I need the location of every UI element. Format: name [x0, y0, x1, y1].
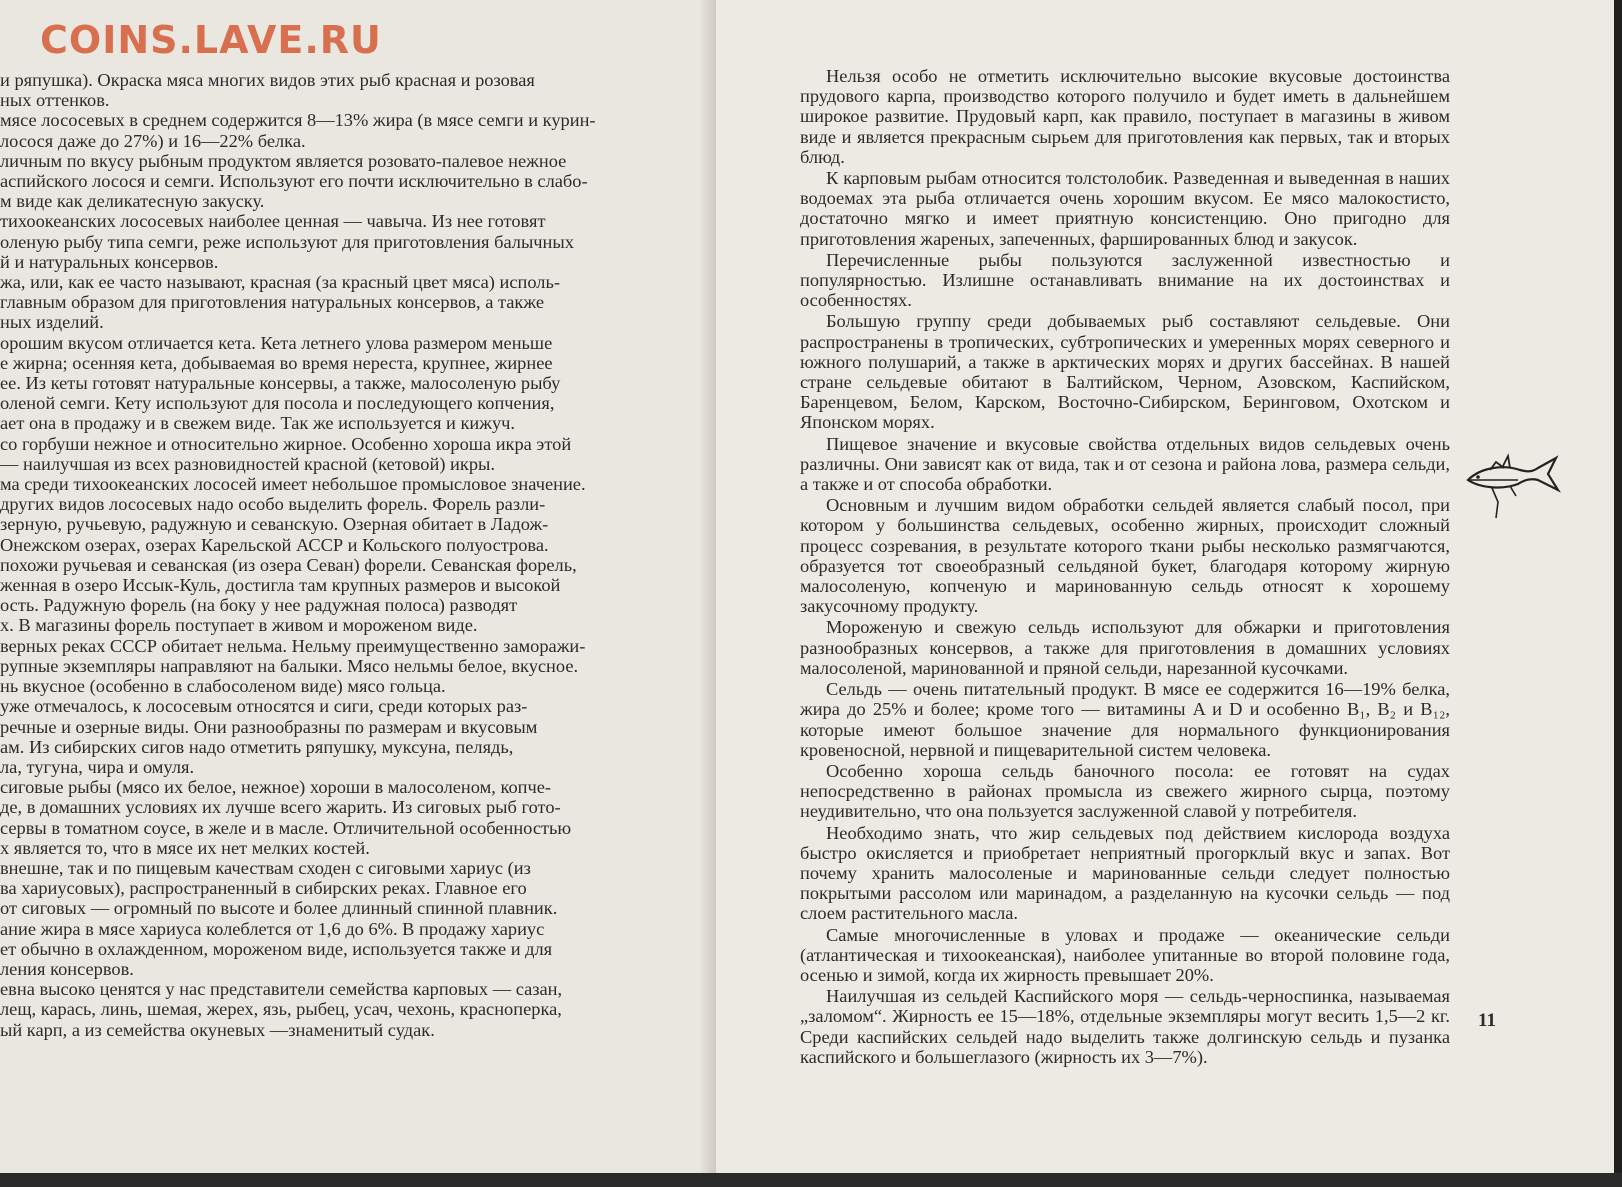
text-line: м виде как деликатесную закуску.: [0, 191, 265, 212]
text-line: е жирна; осенняя кета, добываемая во время нереста, крупнее, жирнее: [0, 352, 553, 373]
text-line: ее. Из кеты готовят натуральные консервы, а также, малосоленую рыбу: [0, 373, 561, 394]
text-line: нь вкусное (особенно в слабосоленом виде) мясо гольца.: [0, 676, 446, 697]
text-line: ает она в продажу и в свежем виде. Так же используется и кижуч.: [0, 413, 515, 434]
text-line: й и натуральных консервов.: [0, 251, 219, 272]
paragraph: Перечисленные рыбы пользуются заслуженной известностью и популярностью. Излишне останавливать внимание на их достоинствах и особенностях.: [800, 249, 1450, 311]
text-line: и ряпушка). Окраска мяса многих видов этих рыб красная и розовая: [0, 70, 535, 90]
text-line: ных оттенков.: [0, 90, 110, 111]
text-line: ам. Из сибирских сигов надо отметить ряпушку, муксуна, пелядь,: [0, 736, 514, 757]
scan-edge: [1614, 0, 1622, 1187]
text-line: Онежском озерах, озерах Карельской АССР и Кольского полуострова.: [0, 534, 549, 555]
text-line: оленую рыбу типа семги, реже используют для приготовления балычных: [0, 231, 574, 252]
text-line: ет обычно в охлажденном, мороженом виде, используется также и для: [0, 938, 553, 959]
text-line: ва хариусовых), распространенный в сибирских реках. Главное его: [0, 878, 527, 899]
text-line: женная в озеро Иссык-Куль, достигла там крупных размеров и высокой: [0, 575, 561, 596]
scan-bottom-band: [0, 1173, 1622, 1187]
text-line: ных изделий.: [0, 312, 104, 333]
paragraph: Пищевое значение и вкусовые свойства отдельных видов сельдевых очень различны. Они зависят как от вида, так и от сезона и района лова, размера сельди, а также и от способа обработки.: [800, 433, 1450, 495]
text-line: верных реках СССР обитает нельма. Нельму преимущественно заморажи-: [0, 635, 586, 656]
text-line: лосося даже до 27%) и 16—22% белка.: [0, 130, 306, 151]
text-line: аспийского лосося и семги. Используют его почти исключительно в слабо-: [0, 171, 588, 192]
text-line: х. В магазины форель поступает в живом и мороженом виде.: [0, 615, 478, 636]
paragraph: Нельзя особо не отметить исключительно высокие вкусовые достоинства прудового карпа, производство которого получило и будет иметь в дальнейшем широкое развитие. Прудовый карп, как правило, поступает в магазины в живом виде и является прекрасным сырьем для приготовления как первых, так и вторых блюд.: [800, 66, 1450, 167]
left-page-text: [0, 70, 640, 1040]
paragraph: Основным и лучшим видом обработки сельдей является слабый посол, при котором у большинства сельдевых, особенно жирных, происходит сложный процесс созревания, в результате которого ткани рыбы несколько размягчаются, образуется тот своеобразный сельдяной букет, благодаря которому жирную малосоленую, копченую и маринованную сельдь относят к хорошему закусочному продукту.: [800, 495, 1450, 617]
text-line: со горбуши нежное и относительно жирное. Особенно хороша икра этой: [0, 433, 572, 454]
text-line: евна высоко ценятся у нас представители семейства карповых — сазан,: [0, 979, 563, 1000]
text-line: похожи ручьевая и севанская (из озера Севан) форели. Севанская форель,: [0, 554, 577, 575]
text-line: х является то, что в мясе их нет мелких костей.: [0, 837, 370, 858]
text-line: ый карп, а из семейства окуневых —знаменитый судак.: [0, 1019, 435, 1040]
text-line: внешне, так и по пищевым качествам сходен с сиговыми хариус (из: [0, 857, 531, 878]
text-line: от сиговых — огромный по высоте и более длинный спинной плавник.: [0, 898, 558, 919]
text-line: лещ, карась, линь, шемая, жерех, язь, рыбец, усач, чехонь, красноперка,: [0, 999, 562, 1020]
text-line: ма среди тихоокеанских лососей имеет небольшое промысловое значение.: [0, 474, 586, 495]
fish-icon: [1462, 450, 1562, 520]
paragraph: Большую группу среди добываемых рыб составляют сельдевые. Они распространены в тропических, субтропических и умеренных морях северного и южного полушарий, а также в арктических морях и других бассейнах. В нашей стране сельдевые обитают в Балтийском, Черном, Азовском, Каспийском, Баренцевом, Белом, Карском, Восточно-Сибирском, Беринговом, Охотском и Японском морях.: [800, 311, 1450, 433]
text-line: ание жира в мясе хариуса колеблется от 1,6 до 6%. В продажу хариус: [0, 918, 545, 939]
paragraph: К карповым рыбам относится толстолобик. Разведенная и выведенная в наших водоемах эта рыба отличается очень хорошим вкусом. Ее мясо малокостисто, достаточно мягко и имеет приятную консистенцию. Оно пригодно для приготовления жареных, запеченных, фаршированных блюд и закусок.: [800, 168, 1450, 249]
text-line: других видов лососевых надо особо выделить форель. Форель разли-: [0, 494, 546, 515]
text-line: оленой семги. Кету используют для посола и последующего копчения,: [0, 393, 555, 414]
text-line: де, в домашних условиях их лучше всего жарить. Из сиговых рыб гото-: [0, 797, 561, 818]
paragraph: Самые многочисленные в уловах и продаже — океанические сельди (атлантическая и тихоокеанская), наиболее упитанные во второй половине года, осенью и зимой, когда их жирность превышает 20%.: [800, 924, 1450, 985]
paragraph: Особенно хороша сельдь баночного посола: ее готовят на судах непосредственно в районах промысла из свежего жирного сырца, поэтому неудивительно, что она пользуется заслуженной славой у потребителя.: [800, 760, 1450, 822]
left-page: [0, 0, 716, 1187]
text-line: жа, или, как ее часто называют, красная (за красный цвет мяса) исполь-: [0, 272, 560, 293]
text-line: ость. Радужную форель (на боку у нее радужная полоса) разводят: [0, 595, 518, 616]
text-line: речные и озерные виды. Они разнообразны по размерам и вкусовым: [0, 716, 538, 737]
watermark: COINS.LAVE.RU: [40, 18, 382, 62]
page-number: 11: [1478, 1010, 1496, 1031]
text-line: — наилучшая из всех разновидностей красной (кетовой) икры.: [0, 453, 495, 474]
paragraph: Сельдь — очень питательный продукт. В мясе ее содержится 16—19% белка, жира до 25% и более; кроме того — витамины A и D и особенно B₁, B₂ и B₁₂, которые имеют большое значение для нормального функционирования кровеносной, нервной и пищеварительной систем человека.: [800, 679, 1450, 760]
paragraph: Мороженую и свежую сельдь используют для обжарки и приготовления разнообразных консервов, а также для приготовления в домашних условиях малосоленой, маринованной и пряной сельди, нарезанной кусочками.: [800, 617, 1450, 678]
text-line: мясе лососевых в среднем содержится 8—13% жира (в мясе семги и курин-: [0, 110, 596, 131]
paragraph: Наилучшая из сельдей Каспийского моря — сельдь-черноспинка, называемая „заломом“. Жирность ее 15—18%, отдельные экземпляры могут весить 1,5—2 кг. Среди каспийских сельдей надо выделить также долгинскую сельдь и пузанка каспийского и большеглазого (жирность их 3—7%).: [800, 986, 1450, 1067]
text-line: ла, тугуна, чира и омуля.: [0, 756, 195, 777]
text-line: тихоокеанских лососевых наиболее ценная — чавыча. Из нее готовят: [0, 211, 546, 232]
text-line: личным по вкусу рыбным продуктом является розовато-палевое нежное: [0, 150, 567, 171]
text-line: сиговые рыбы (мясо их белое, нежное) хороши в малосоленом, копче-: [0, 777, 552, 798]
text-line: уже отмечалось, к лососевым относятся и сиги, среди которых раз-: [0, 696, 528, 717]
text-line: ления консервов.: [0, 958, 134, 979]
text-line: сервы в томатном соусе, в желе и в масле. Отличительной особенностью: [0, 817, 572, 838]
text-line: зерную, ручьевую, радужную и севанскую. Озерная обитает в Ладож-: [0, 514, 549, 535]
paragraph: Необходимо знать, что жир сельдевых под действием кислорода воздуха быстро окисляется и приобретает неприятный прогорклый вкус и запах. Вот почему хранить малосоленые и маринованные сельди следует полностью покрытыми рассолом или маринадом, а разделанную на кусочки сельдь — под слоем растительного масла.: [800, 822, 1450, 924]
right-page-text: [800, 66, 1450, 1068]
text-line: рупные экземпляры направляют на балыки. Мясо нельмы белое, вкусное.: [0, 655, 579, 676]
text-line: главным образом для приготовления натуральных консервов, а также: [0, 292, 544, 313]
text-line: орошим вкусом отличается кета. Кета летнего улова размером меньше: [0, 332, 553, 353]
